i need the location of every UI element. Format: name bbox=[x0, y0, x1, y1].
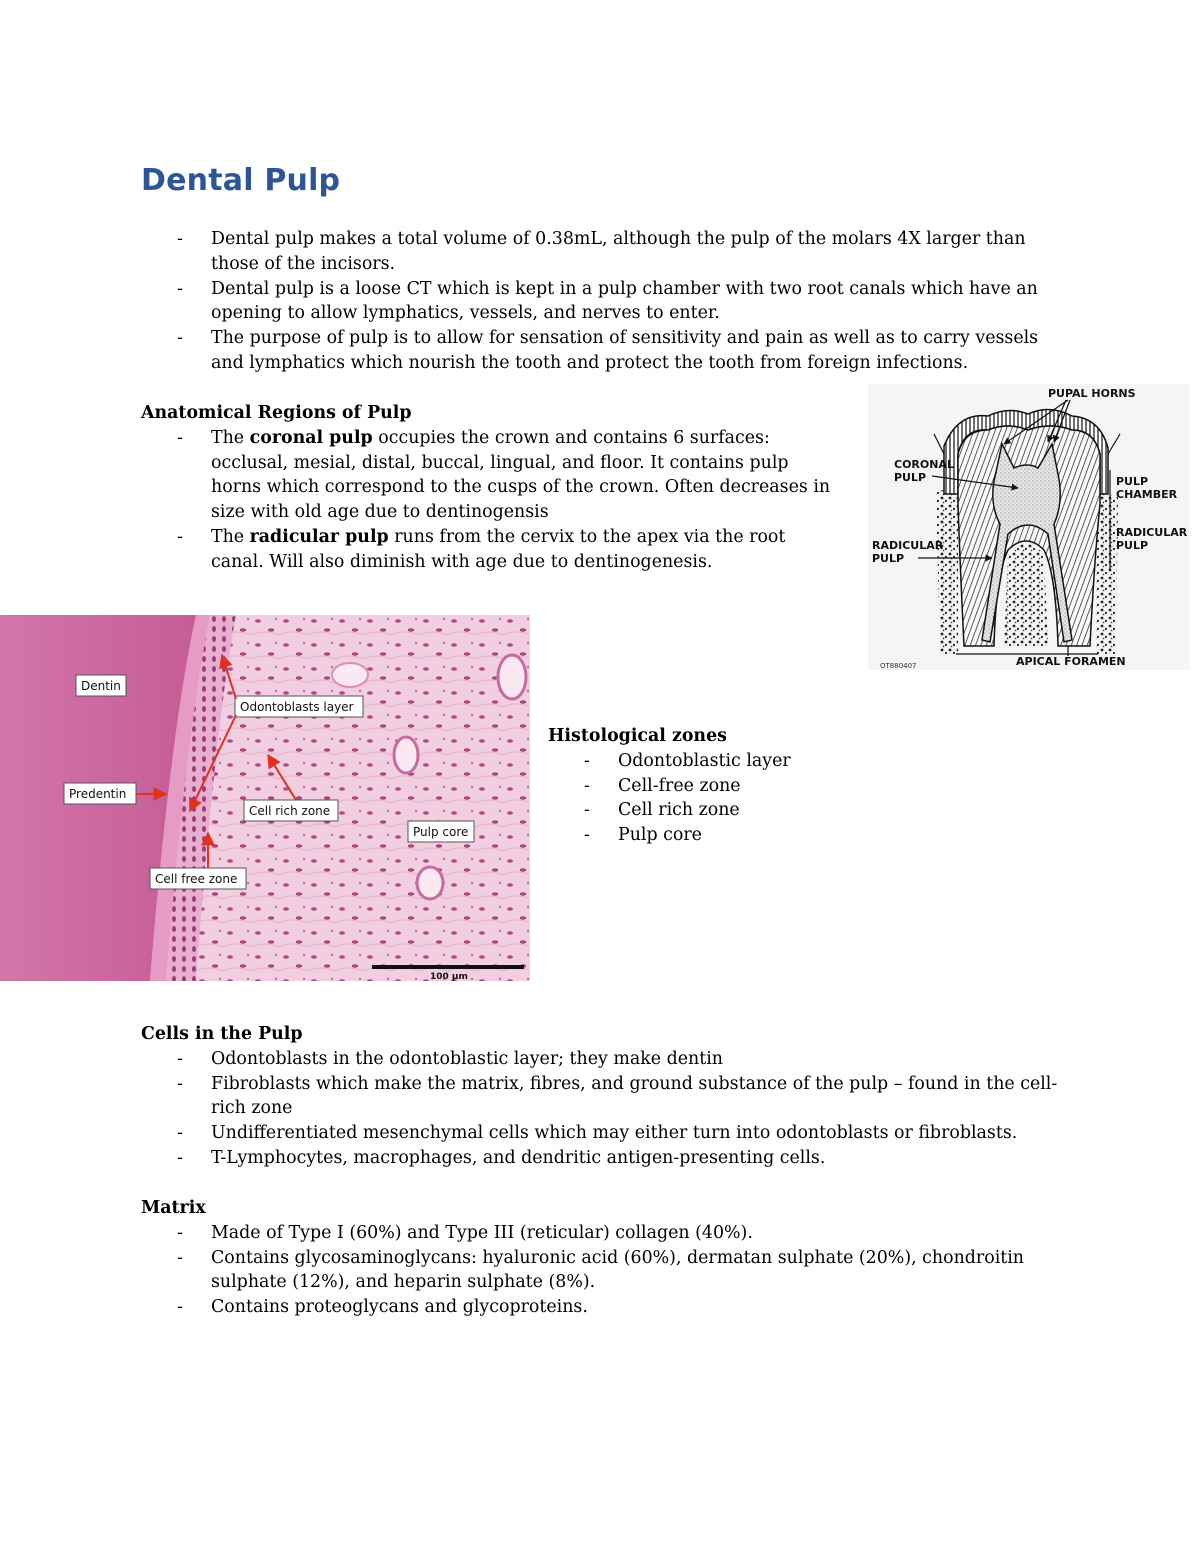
term-radicular-pulp: radicular pulp bbox=[249, 526, 389, 547]
matrix-list bbox=[141, 1221, 1061, 1320]
scale-bar-label: 100 µm bbox=[430, 972, 468, 981]
section-heading: Anatomical Regions of Pulp bbox=[141, 403, 412, 423]
list-item: - Made of Type I (60%) and Type III (reticular) collagen (40%). bbox=[141, 1221, 1061, 1246]
list-item: - Cell rich zone bbox=[548, 798, 908, 823]
intro-list bbox=[141, 227, 1071, 376]
list-item: - Fibroblasts which make the matrix, fibres, and ground substance of the pulp – found in the cell-rich zone bbox=[141, 1072, 1061, 1122]
list-item: - Undifferentiated mesenchymal cells which may either turn into odontoblasts or fibroblasts. bbox=[141, 1121, 1061, 1146]
label-apical-foramen: APICAL FORAMEN bbox=[1016, 655, 1126, 668]
term-coronal-pulp: coronal pulp bbox=[249, 427, 373, 448]
label-dentin: Dentin bbox=[81, 679, 121, 693]
histology-image bbox=[0, 615, 530, 981]
label-pulp-chamber-line1: PULP bbox=[1116, 475, 1149, 488]
tooth-diagram-image bbox=[868, 384, 1190, 670]
page-title: Dental Pulp bbox=[141, 163, 341, 198]
list-item: - Pulp core bbox=[548, 823, 908, 848]
list-item: - T-Lymphocytes, macrophages, and dendritic antigen-presenting cells. bbox=[141, 1146, 1061, 1171]
item-prefix: The bbox=[211, 427, 250, 448]
item-text: occupies the crown and contains 6 surfaces: occlusal, mesial, distal, buccal, lingual, and floor. It contains pulp horns which correspond to the cusps of the crown. Often decreases in size with old age due to dentinogensis bbox=[211, 427, 831, 523]
item-prefix: The bbox=[211, 526, 250, 547]
vessel-3 bbox=[417, 867, 443, 899]
label-pulp-core: Pulp core bbox=[413, 825, 469, 839]
list-item: - Contains glycosaminoglycans: hyaluronic acid (60%), dermatan sulphate (20%), chondroitin sulphate (12%), and heparin sulphate (8%). bbox=[141, 1246, 1061, 1296]
anatomical-list bbox=[141, 426, 841, 575]
list-item: - The purpose of pulp is to allow for sensation of sensitivity and pain as well as to carry vessels and lymphatics which nourish the tooth and protect the tooth from foreign infections. bbox=[141, 326, 1071, 376]
histological-section bbox=[548, 724, 908, 848]
histological-list bbox=[548, 749, 908, 848]
label-radicular-right-line2: PULP bbox=[1116, 539, 1149, 552]
list-item bbox=[141, 525, 841, 575]
cells-list bbox=[141, 1047, 1061, 1171]
vessel-4 bbox=[332, 663, 368, 687]
section-heading: Histological zones bbox=[548, 726, 727, 746]
label-pupal-horns: PUPAL HORNS bbox=[1048, 387, 1136, 400]
label-predentin: Predentin bbox=[69, 787, 127, 801]
label-pulp-chamber-line2: CHAMBER bbox=[1116, 488, 1178, 501]
section-heading: Matrix bbox=[141, 1198, 206, 1218]
list-item: - Cell-free zone bbox=[548, 774, 908, 799]
label-coronal-line1: CORONAL bbox=[894, 458, 954, 471]
section-heading: Cells in the Pulp bbox=[141, 1024, 303, 1044]
vessel-1 bbox=[498, 655, 526, 699]
label-coronal-line2: PULP bbox=[894, 471, 927, 484]
label-cell-rich-zone: Cell rich zone bbox=[249, 804, 331, 818]
list-item bbox=[141, 426, 841, 525]
label-cell-free-zone: Cell free zone bbox=[155, 872, 238, 886]
cells-section bbox=[141, 1022, 1061, 1171]
list-item: - Dental pulp makes a total volume of 0.38mL, although the pulp of the molars 4X larger than those of the incisors. bbox=[141, 227, 1071, 277]
anatomical-section bbox=[141, 401, 841, 575]
label-radicular-left-line1: RADICULAR bbox=[872, 539, 944, 552]
interradicular-bone bbox=[1004, 544, 1048, 646]
intro-section bbox=[141, 227, 1071, 376]
item-text: runs from the cervix to the apex via the root canal. Will also diminish with age due to dentinogenesis. bbox=[211, 526, 786, 572]
label-odontoblasts-layer: Odontoblasts layer bbox=[240, 700, 354, 714]
list-item: - Odontoblastic layer bbox=[548, 749, 908, 774]
label-figure-code: OT880407 bbox=[880, 662, 917, 670]
vessel-2 bbox=[394, 737, 418, 773]
label-radicular-right-line1: RADICULAR bbox=[1116, 526, 1188, 539]
list-item: - Odontoblasts in the odontoblastic layer; they make dentin bbox=[141, 1047, 1061, 1072]
list-item: - Contains proteoglycans and glycoproteins. bbox=[141, 1295, 1061, 1320]
matrix-section bbox=[141, 1196, 1061, 1320]
list-item: - Dental pulp is a loose CT which is kept in a pulp chamber with two root canals which have an opening to allow lymphatics, vessels, and nerves to enter. bbox=[141, 277, 1071, 327]
label-radicular-left-line2: PULP bbox=[872, 552, 905, 565]
scale-bar bbox=[372, 965, 524, 969]
